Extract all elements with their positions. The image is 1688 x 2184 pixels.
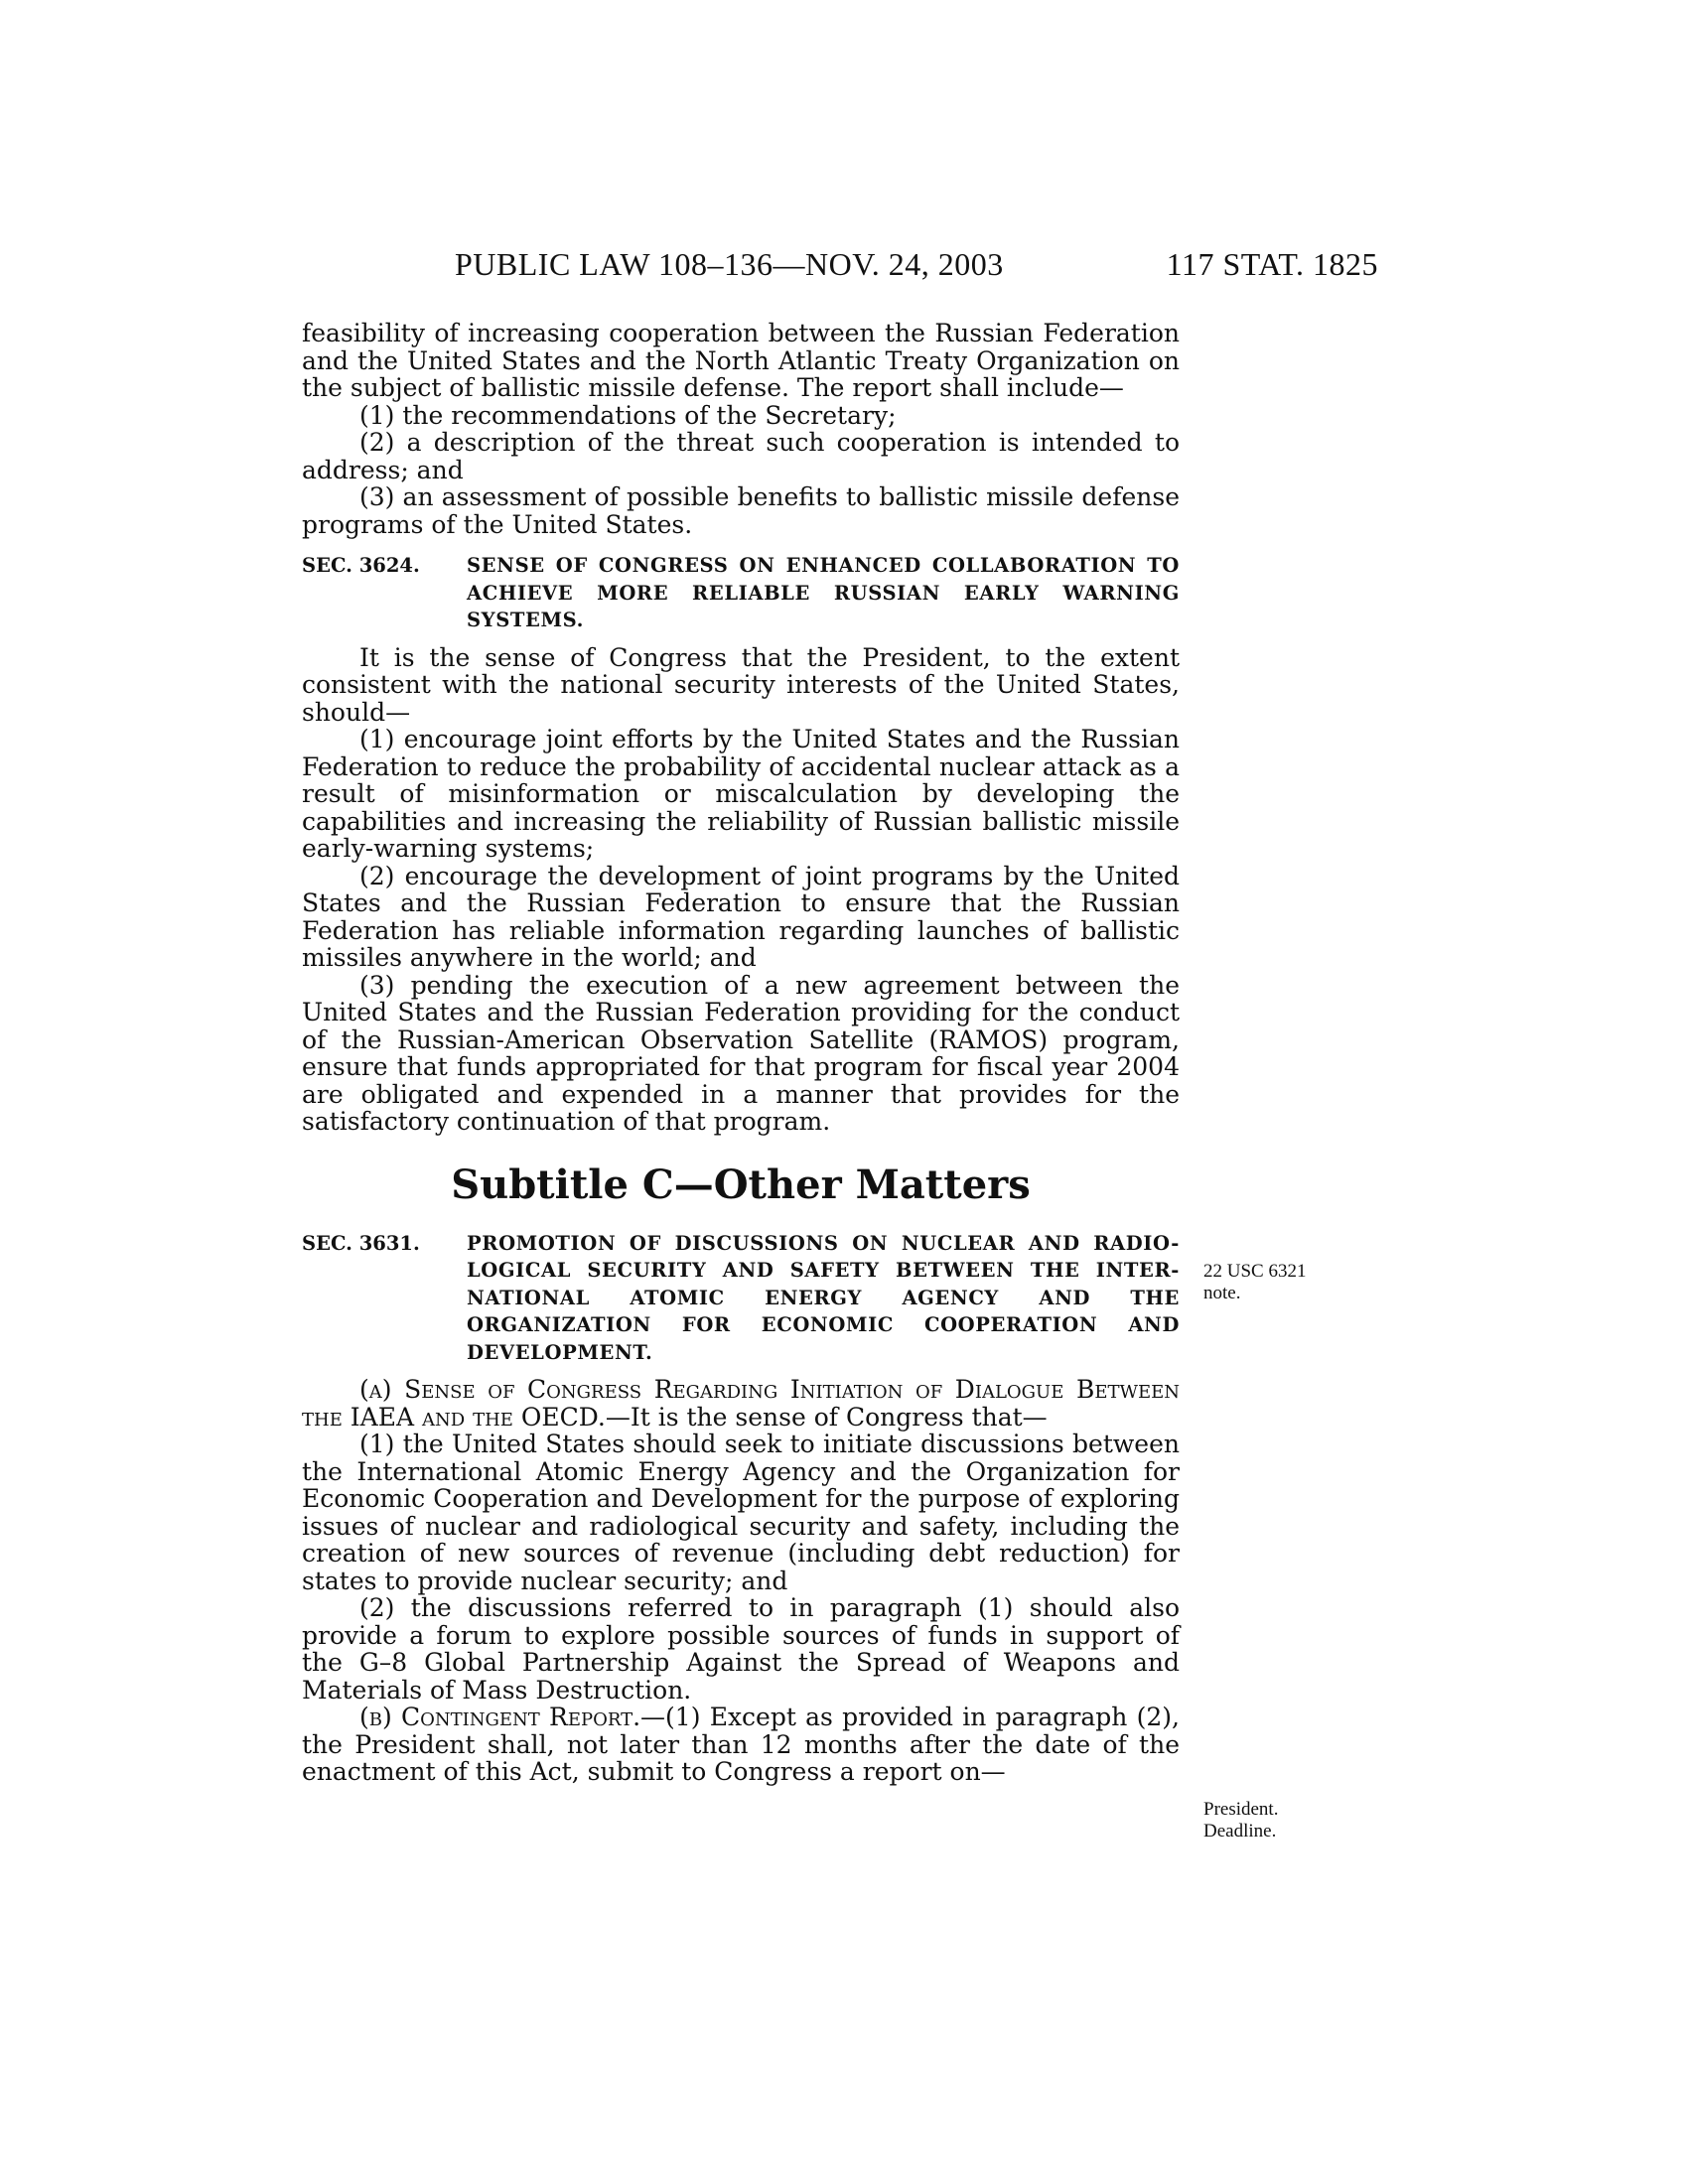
- sec-3624-number: SEC. 3624.: [302, 554, 420, 577]
- intro-item-1: (1) the recommendations of the Secretary;: [359, 400, 897, 430]
- header-public-law: PUBLIC LAW 108–136—NOV. 24, 2003: [455, 246, 1004, 282]
- sec-3631-title: PROMOTION OF DISCUSSIONS ON NUCLEAR AND RADIO-LOGICAL SECURITY AND SAFETY BETWEEN THE INTER-NATIONAL ATOMIC ENERGY AGENCY AND THE ORGANIZATION FOR ECONOMIC COOPERATION AND DEVELOPMENT.: [467, 1231, 1180, 1364]
- sec-3624-heading: [302, 552, 1180, 634]
- intro-paragraph: feasibility of increasing cooperation between the Russian Federation and the United States and the North Atlantic Treaty Organization on the subject of ballistic missile defense. The report shall include—: [302, 319, 1180, 402]
- sec-3631-heading: [302, 1230, 1180, 1367]
- header-stat-page: 117 STAT. 1825: [1166, 246, 1378, 282]
- sec-3624-item-2: (2) encourage the development of joint programs by the United States and the Russian Federation to ensure that the Russian Federation has reliable information regarding launches of ballistic missiles anywhere in the world; and: [302, 861, 1180, 972]
- running-head: [455, 246, 1378, 286]
- sec-3624-lead: It is the sense of Congress that the President, to the extent consistent with the national security interests of the United States, should—: [302, 642, 1180, 727]
- sec-3631-a-item-1: (1) the United States should seek to initiate discussions between the International Atomic Energy Agency and the Organization for Economic Cooperation and Development for the purpose of exploring issues of nuclear and radiological security and safety, including the creation of new sources of revenue (including debt reduction) for states to provide nuclear security; and: [302, 1430, 1180, 1595]
- margin-note-usc: 22 USC 6321 note.: [1203, 1261, 1307, 1303]
- sec-3624-title: SENSE OF CONGRESS ON ENHANCED COLLABORATION TO ACHIEVE MORE RELIABLE RUSSIAN EARLY WARNING SYSTEMS.: [467, 554, 1180, 631]
- sec-3631-a-item-2: (2) the discussions referred to in paragraph (1) should also provide a forum to explore possible sources of funds in support of the G–8 Global Partnership Against the Spread of Weapons and Materials of Mass Destruction.: [302, 1593, 1180, 1705]
- sec-3631-a-lead: —It is the sense of Congress that—: [605, 1402, 1048, 1432]
- intro-item-2: (2) a description of the threat such cooperation is intended to address; and: [302, 428, 1180, 484]
- sec-3631-b-heading: (b) Contingent Report.: [359, 1703, 641, 1731]
- sec-3631-number: SEC. 3631.: [302, 1231, 420, 1255]
- intro-item-3: (3) an assessment of possible benefits to ballistic missile defense programs of the United States.: [302, 482, 1180, 539]
- sec-3624-item-1: (1) encourage joint efforts by the United States and the Russian Federation to reduce the probability of accidental nuclear attack as a result of misinformation or miscalculation by developing the capabilities and increasing the reliability of Russian ballistic missile early-warning systems;: [302, 725, 1180, 863]
- sec-3631-b: [302, 1704, 1180, 1786]
- body-text: [302, 320, 1180, 1786]
- subtitle-heading: Subtitle C—Other Matters: [451, 1160, 1031, 1208]
- sec-3631-b-text: —(1) Except as provided in paragraph (2), the President shall, not later than 12 months after the date of the enactment of this Act, submit to Congress a report on—: [302, 1703, 1180, 1786]
- sec-3624-item-3: (3) pending the execution of a new agreement between the United States and the Russian Federation providing for the conduct of the Russian-American Observation Satellite (RAMOS) program, ensure that funds appropriated for that program for fiscal year 2004 are obligated and expended in a manner that provides for the satisfactory continuation of that program.: [302, 970, 1180, 1136]
- margin-note-president-deadline: President. Deadline.: [1203, 1799, 1279, 1842]
- sec-3631-a-heading: (a) Sense of Congress Regarding Initiation of Dialogue Between the IAEA and the OECD.: [302, 1375, 1180, 1432]
- sec-3631-a: [302, 1376, 1180, 1431]
